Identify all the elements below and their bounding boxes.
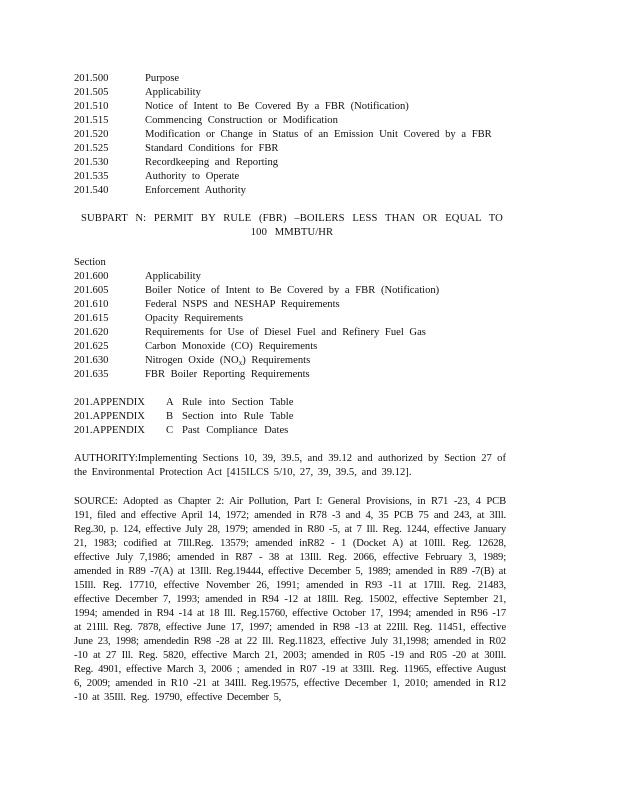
- toc-row: [74, 86, 506, 100]
- toc-row: [74, 184, 506, 198]
- section-title: Boiler Notice of Intent to Be Covered by a FBR (Notification): [145, 285, 440, 296]
- section-title: Federal NSPS and NESHAP Requirements: [145, 299, 340, 310]
- appendix-title: Section into Rule Table: [182, 411, 294, 422]
- toc-row: [74, 128, 506, 142]
- toc-row: [74, 270, 506, 284]
- section-number: 201.620: [74, 327, 109, 338]
- appendix-number: 201.APPENDIX: [74, 425, 145, 436]
- toc-row: [74, 72, 506, 86]
- toc-row: [74, 156, 506, 170]
- appendix-letter: A: [166, 397, 174, 408]
- section-title: Requirements for Use of Diesel Fuel and Refinery Fuel Gas: [145, 327, 426, 338]
- appendix-list: [74, 396, 506, 438]
- toc-row: [74, 100, 506, 114]
- section-title: Authority to Operate: [145, 171, 240, 182]
- section-title-text: ) Requirements: [242, 355, 311, 366]
- section-number: 201.520: [74, 129, 109, 140]
- section-title: Enforcement Authority: [145, 185, 246, 196]
- section-number: 201.625: [74, 341, 109, 352]
- toc-row: [74, 368, 506, 382]
- toc-row: [74, 326, 506, 340]
- section-title: Purpose: [145, 73, 180, 84]
- appendix-number: 201.APPENDIX: [74, 411, 145, 422]
- appendix-letter: B: [166, 411, 174, 422]
- toc-row: [74, 170, 506, 184]
- section-title: Standard Conditions for FBR: [145, 143, 279, 154]
- appendix-row: [74, 424, 506, 438]
- toc-row: [74, 142, 506, 156]
- toc-row: [74, 298, 506, 312]
- section-number: 201.535: [74, 171, 109, 182]
- section-number: 201.510: [74, 101, 109, 112]
- section-number: 201.525: [74, 143, 109, 154]
- section-title-text: Nitrogen Oxide (NO: [145, 355, 239, 366]
- section-number: 201.530: [74, 157, 109, 168]
- toc-bottom: [74, 270, 506, 382]
- subpart-heading-line: SUBPART N: PERMIT BY RULE (FBR) –BOILERS LESS THAN OR EQUAL TO: [81, 213, 503, 224]
- section-title: Opacity Requirements: [145, 313, 244, 324]
- subpart-heading: [74, 212, 506, 240]
- toc-top: [74, 72, 506, 198]
- section-number: 201.635: [74, 369, 109, 380]
- section-title: Modification or Change in Status of an Emission Unit Covered by a FBR: [145, 129, 492, 140]
- toc-row: [74, 354, 506, 368]
- toc-row: [74, 340, 506, 354]
- section-title: Applicability: [145, 87, 201, 98]
- source-paragraph: SOURCE: Adopted as Chapter 2: Air Pollution, Part I: General Provisions, in R71 -23, 4 PCB 191, filed and effective April 14, 1972; amended in R78 -3 and 4, 35 PCB 75 and 243, at 3Ill. Reg.30, p. 124, effective July 28, 1979; amended in R80 -5, at 7 Ill. Reg. 1244, effective January 21, 1983; codified at 7Ill.Reg. 13579; amended inR82 - 1 (Docket A) at 10Ill. Reg. 12628, effective July 7,1986; amended in R87 - 38 at 13Ill. Reg. 2066, effective February 3, 1989; amended in R89 -7(A) at 13Ill. Reg.19444, effective December 5, 1989; amended in R89 -7(B) at 15Ill. Reg. 17710, effective November 26, 1991; amended in R93 -11 at 17Ill. Reg. 21483, effective December 7, 1993; amended in R94 -12 at 18Ill. Reg. 15002, effective September 21, 1994; amended in R94 -14 at 18 Ill. Reg.15760, effective October 17, 1994; amended in R96 -17 at 21Ill. Reg. 7878, effective June 17, 1997; amended in R98 -13 at 22Ill. Reg. 11451, effective June 23, 1998; amendedin R98 -28 at 22 Ill. Reg.11823, effective July 31,1998; amended in R02 -10 at 27 Ill. Reg. 5820, effective March 21, 2003; amended in R05 -19 and R05 -20 at 30Ill. Reg. 4901, effective March 3, 2006 ; amended in R07 -19 at 33Ill. Reg. 11965, effective August 6, 2009; amended in R10 -21 at 34Ill. Reg.19575, effective December 1, 2010; amended in R12 -10 at 35Ill. Reg. 19790, effective December 5,: [74, 496, 506, 703]
- appendix-number: 201.APPENDIX: [74, 397, 145, 408]
- section-number: 201.630: [74, 355, 109, 366]
- section-number: 201.505: [74, 87, 109, 98]
- appendix-row: [74, 410, 506, 424]
- appendix-title: Past Compliance Dates: [182, 425, 289, 436]
- section-title: Recordkeeping and Reporting: [145, 157, 279, 168]
- toc-row: [74, 312, 506, 326]
- section-title: Commencing Construction or Modification: [145, 115, 338, 126]
- section-title: Applicability: [145, 271, 201, 282]
- section-title: FBR Boiler Reporting Requirements: [145, 369, 310, 380]
- section-number: 201.540: [74, 185, 109, 196]
- section-number: 201.515: [74, 115, 109, 126]
- section-title: [145, 354, 506, 368]
- toc-row: [74, 114, 506, 128]
- authority-paragraph: AUTHORITY:Implementing Sections 10, 39, 39.5, and 39.12 and authorized by Section 27 of the Environmental Protection Act [415ILCS 5/10, 27, 39, 39.5, and 39.12].: [74, 453, 506, 478]
- section-number: 201.615: [74, 313, 109, 324]
- appendix-title: Rule into Section Table: [182, 397, 294, 408]
- section-number: 201.605: [74, 285, 109, 296]
- subscript-x: x: [238, 359, 243, 367]
- section-title: Carbon Monoxide (CO) Requirements: [145, 341, 318, 352]
- section-number: 201.610: [74, 299, 109, 310]
- section-number: 201.600: [74, 271, 109, 282]
- section-title: Notice of Intent to Be Covered By a FBR (Notification): [145, 101, 409, 112]
- appendix-letter: C: [166, 425, 174, 436]
- document-page: [74, 72, 506, 716]
- section-label: Section: [74, 257, 106, 268]
- appendix-row: [74, 396, 506, 410]
- toc-row: [74, 284, 506, 298]
- subpart-heading-line: 100 MMBTU/HR: [250, 227, 334, 238]
- section-number: 201.500: [74, 73, 109, 84]
